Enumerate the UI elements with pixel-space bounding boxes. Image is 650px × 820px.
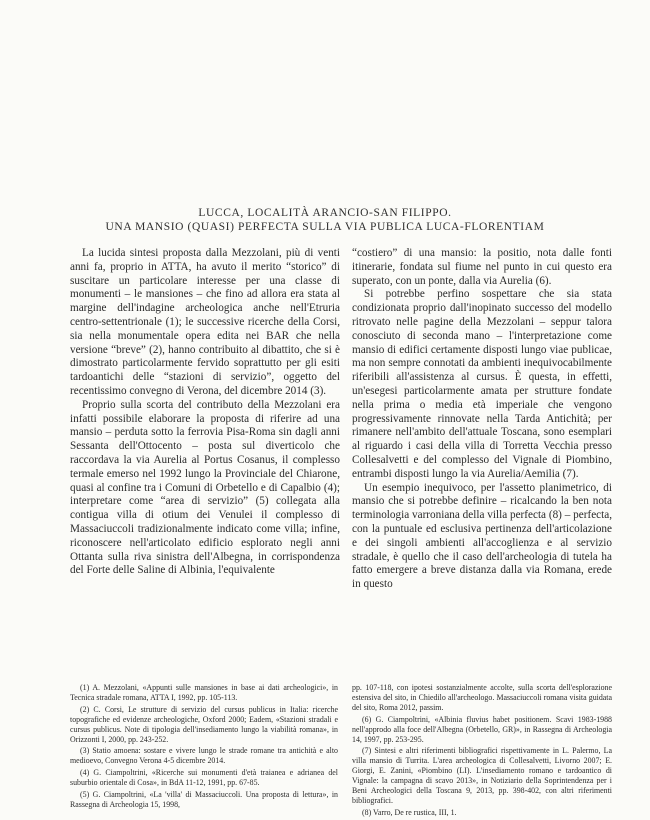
paragraph: Si potrebbe perfino sospettare che sia stata condizionata proprio dall'inopinato successo del modello ritrovato nelle pagine della Mezzolani – seppur talora conosciuto di seconda mano – l'interpretazione come mansio di edifici certamente disposti lungo viae publicae, ma non sempre connotati da ambienti inequivocabilmente riferibili all'assistenza al cursus. È questa, in effetti, un'esegesi particolarmente amata per strutture fondate nella prima o media età imperiale che vengono progressivamente rinnovate nella Tarda Antichità; per rimanere nell'ambito dell'attuale Toscana, sono esemplari al riguardo i casi della villa di Torretta Vecchia presso Collesalvetti e del complesso del Vignale di Piombino, entrambi disposti lungo la via Aurelia/Aemilia (7). — [352, 288, 612, 480]
footnote: pp. 107-118, con ipotesi sostanzialmente accolte, sulla scorta dell'esplorazione estensiva del sito, in Chiedilo all'archeologo. Massaciuccoli romana visita guidata del sito, Roma 2012, passim. — [352, 683, 612, 712]
paragraph: “costiero” di una mansio: la positio, nota dalle fonti itinerarie, fondata sul fiume nel punto in cui questo era superato, con un ponte, dalla via Aurelia (6). — [352, 247, 612, 287]
footnote: (2) C. Corsi, Le strutture di servizio del cursus publicus in Italia: ricerche topografiche ed evidenze archeologiche, Oxford 2000; Eadem, «Stazioni stradali e cursus publicus. Note di tipologia dell'insediamento lungo la viabilità romana», in Orizzonti I, 2000, pp. 243-252. — [70, 704, 338, 744]
footnote: (8) Varro, De re rustica, III, 1. — [362, 807, 457, 817]
title-line-1: LUCCA, LOCALITÀ ARANCIO-SAN FILIPPO. — [198, 207, 452, 219]
paragraph: Proprio sulla scorta del contributo della Mezzolani era infatti possibile elaborare la proposta di riferire ad una mansio – perduta sotto la ferrovia Pisa-Roma sin dagli anni Sessanta dell'Ottocento – posta sul diverticolo che raccordava la via Aurelia al Portus Cosanus, il complesso termale emerso nel 1992 lungo la Provinciale del Chiarone, quasi al confine tra i Comuni di Orbetello e di Capalbio (4); interpretare come “area di servizio” (5) collegata alla contigua villa di otium dei Venulei il complesso di Massaciuccoli tradizionalmente indicato come villa; infine, riconoscere nell'articolato edificio esplorato negli anni Ottanta sulla riva sinistra dell'Albegna, in corrispondenza del Forte delle Saline di Albinia, l'equivalente — [70, 398, 340, 577]
footnote: (7) Sintesi e altri riferimenti bibliografici rispettivamente in L. Palermo, La villa mansio di Turrita. L'area archeologica di Collesalvetti, Livorno 2007; E. Giorgi, E. Zanini, «Piombino (LI). L'insediamento romano e tardoantico di Vignale: la campagna di scavo 2013», in Notiziario della Soprintendenza per i Beni Archeologici della Toscana 9, 2013, pp. 398-402, con altri riferimenti bibliografici. — [352, 746, 612, 805]
body-left-column — [70, 247, 340, 578]
footnotes-left — [70, 683, 338, 812]
paragraph: Un esempio inequivoco, per l'assetto planimetrico, di mansio che si potrebbe definire – ricalcando la ben nota terminologia varroniana della villa perfecta (8) – perfecta, con la puntuale ed esclusiva pertinenza dell'articolazione e dei singoli ambienti all'accoglienza e al servizio stradale, è quello che il caso dell'archeologia di tutela ha fatto emergere a breve distanza dalla via Romana, erede in questo — [352, 481, 612, 591]
body-right-column — [352, 247, 612, 592]
footnote: (3) Statio amoena: sostare e vivere lungo le strade romane tra antichità e alto medioevo, Convegno Verona 4-5 dicembre 2014. — [70, 746, 338, 766]
paragraph: La lucida sintesi proposta dalla Mezzolani, più di venti anni fa, proprio in ATTA, ha avuto il merito “storico” di suscitare un particolare interesse per una classe di monumenti – le mansiones – che fino ad allora era stata al margine dell'indagine archeologica anche nell'Etruria centro-settentrionale (1); le successive ricerche della Corsi, sia nella monumentale opera edita nei BAR che nella versione “breve” (2), hanno contribuito al dibattito, che si è dimostrato particolarmente fervido soprattutto per gli esiti tardoantichi delle “stazioni di servizio”, oggetto del recentissimo convegno di Verona, del dicembre 2014 (3). — [70, 247, 340, 397]
footnote: (5) G. Ciampoltrini, «La 'villa' di Massaciuccoli. Una proposta di lettura», in Rassegna di Archeologia 15, 1998, — [70, 790, 338, 809]
footnote: (1) A. Mezzolani, «Appunti sulle mansiones in base ai dati archeologici», in Tecnica stradale romana, ATTA I, 1992, pp. 105-113. — [70, 683, 338, 702]
footnote: (6) G. Ciampoltrini, «Albinia fluvius habet positionem. Scavi 1983-1988 nell'approdo alla foce dell'Albegna (Orbetello, GR)», in Rassegna di Archeologia 14, 1997, pp. 253-295. — [352, 714, 612, 744]
title-line-2: UNA MANSIO (QUASI) PERFECTA SULLA VIA PUBLICA LUCA-FLORENTIAM — [105, 221, 545, 233]
footnote: (4) G. Ciampoltrini, «Ricerche sui monumenti d'età traianea e adrianea del suburbio orientale di Cosa», in BdA 11-12, 1991, pp. 67-85. — [70, 768, 338, 788]
footnotes-right — [352, 683, 612, 820]
